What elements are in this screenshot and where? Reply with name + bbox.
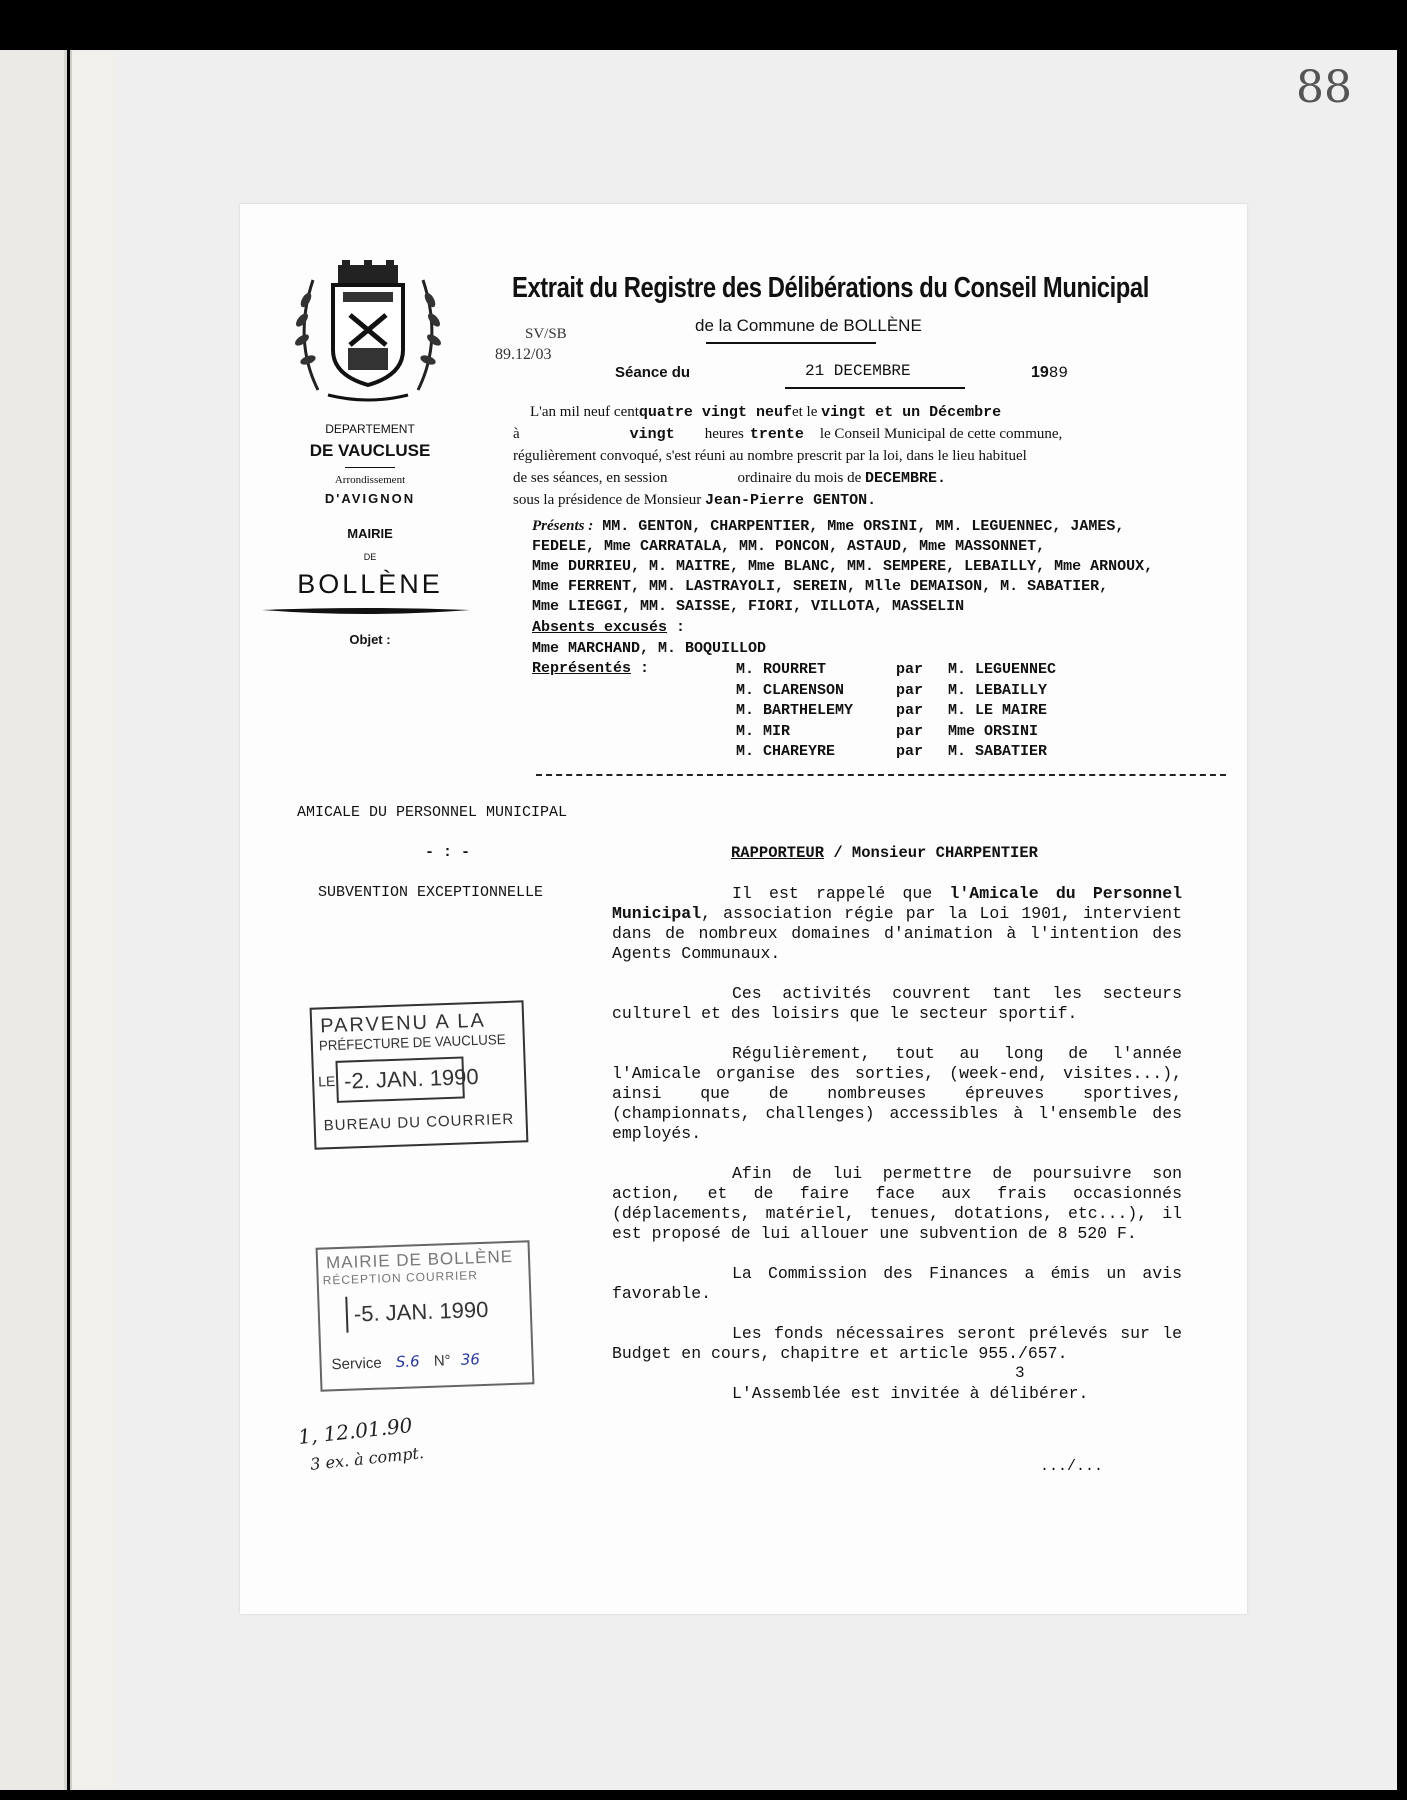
presents-line-5: Mme LIEGGI, MM. SAISSE, FIORI, VILLOTA, MASSELIN bbox=[532, 598, 965, 615]
preamble-line-1: L'an mil neuf centquatre vingt neufet le vingt et un Décembre bbox=[530, 404, 1002, 421]
stamp-date: -2. JAN. 1990 bbox=[335, 1056, 464, 1102]
divider bbox=[785, 387, 965, 389]
folio-number: 88 bbox=[1296, 62, 1352, 113]
presents-line-4: Mme FERRENT, MM. LASTRAYOLI, SEREIN, Mlle DEMAISON, M. SABATIER, bbox=[532, 578, 1109, 595]
preamble-line-2: à vingt heures trente le Conseil Municipal de cette commune, bbox=[513, 426, 1063, 443]
arr-name: D'AVIGNON bbox=[324, 491, 416, 506]
seance-year: 1989 bbox=[1031, 364, 1068, 382]
objet-line-1: AMICALE DU PERSONNEL MUNICIPAL bbox=[297, 804, 568, 821]
body-paragraph-2: Ces activités couvrent tant les secteurs culturel et des loisirs que le secteur sportif. bbox=[612, 984, 1182, 1023]
presents-line-2: FEDELE, Mme CARRATALA, MM. PONCON, ASTAUD, Mme MASSONNET, bbox=[532, 538, 1046, 555]
body-paragraph-1: Il est rappelé que l'Amicale du Personnel Municipal, association régie par la Loi 1901, intervient dans de nombreux domaines d'animation à l'intention des Agents Communaux. bbox=[612, 884, 1182, 963]
document-subtitle: de la Commune de BOLLÈNE bbox=[695, 316, 922, 335]
register-page bbox=[118, 50, 1397, 1790]
representes-row: M. CLARENSON par M. LEBAILLY bbox=[736, 681, 1048, 699]
mairie-label: MAIRIE bbox=[347, 526, 393, 541]
divider bbox=[706, 342, 876, 344]
stamp-line-2: RÉCEPTION COURRIER bbox=[322, 1268, 479, 1288]
preamble-line-4: de ses séances, en session ordinaire du mois de DECEMBRE. bbox=[513, 470, 947, 487]
objet-line-2: SUBVENTION EXCEPTIONNELLE bbox=[318, 884, 544, 901]
representes-table bbox=[736, 660, 1056, 763]
preamble-line-3: régulièrement convoqué, s'est réuni au nombre prescrit par la loi, dans le lieu habituel bbox=[513, 448, 1027, 464]
continuation-mark: .../... bbox=[1040, 1458, 1104, 1475]
representes-row: M. MIR par Mme ORSINI bbox=[736, 722, 1039, 740]
stamp-line-1: PARVENU A LA bbox=[319, 1009, 487, 1038]
deliberation-sheet bbox=[240, 204, 1247, 1614]
objet-separator: - : - bbox=[425, 844, 471, 861]
page-note: 3 bbox=[1015, 1364, 1025, 1382]
mairie-stamp bbox=[316, 1240, 535, 1391]
body-paragraph-3: Régulièrement, tout au long de l'année l'Amicale organise des sorties, (week-end, visites...), ainsi que de nombreuses épreuves sportives, (championnats, challenges) accessibles à l'ensemble des employés. bbox=[612, 1044, 1182, 1143]
commune-name: BOLLÈNE bbox=[297, 569, 443, 599]
divider bbox=[345, 467, 395, 468]
separator-line bbox=[536, 774, 1226, 776]
body-paragraph-4: Afin de lui permettre de poursuivre son action, et de faire face aux frais occasionnés (déplacements, matériel, tenues, dotations, etc...), il est proposé de lui allouer une subvention de 8 520 F. bbox=[612, 1164, 1182, 1243]
body-paragraph-5: La Commission des Finances a émis un avis favorable. bbox=[612, 1264, 1182, 1303]
binder-spine bbox=[70, 50, 124, 1790]
stamp-service: Service S.6 N° 36 bbox=[331, 1350, 481, 1374]
preamble-line-5: sous la présidence de Monsieur Jean-Pierre GENTON. bbox=[513, 492, 877, 509]
stamp-line-1: MAIRIE DE BOLLÈNE bbox=[325, 1246, 514, 1273]
presents-line-1: Présents : MM. GENTON, CHARPENTIER, Mme ORSINI, MM. LEGUENNEC, JAMES, bbox=[532, 518, 1125, 535]
de-label: DE bbox=[363, 552, 377, 562]
representes-label: Représentés : bbox=[532, 660, 650, 677]
stamp-line-3: BUREAU DU COURRIER bbox=[323, 1110, 515, 1135]
prefecture-stamp bbox=[310, 1000, 529, 1149]
stamp-le: LE bbox=[317, 1072, 336, 1090]
representes-row: M. ROURRET par M. LEGUENNEC bbox=[736, 661, 1057, 678]
ornament-divider bbox=[260, 604, 472, 616]
reference-code: SV/SB bbox=[525, 326, 567, 342]
absents-names: Mme MARCHAND, M. BOQUILLOD bbox=[532, 640, 767, 657]
seance-date: 21 DECEMBRE bbox=[805, 362, 911, 380]
absents-label: Absents excusés : bbox=[532, 619, 686, 636]
stamp-date: -5. JAN. 1990 bbox=[345, 1291, 504, 1332]
reference-number: 89.12/03 bbox=[495, 346, 552, 363]
seance-label: Séance du bbox=[615, 364, 691, 381]
document-title: Extrait du Registre des Délibérations du Conseil Municipal bbox=[512, 272, 1149, 304]
body-paragraph-6: Les fonds nécessaires seront prélevés sur le Budget en cours, chapitre et article 955./657. bbox=[612, 1324, 1182, 1363]
binder-edge bbox=[0, 50, 67, 1790]
body-paragraph-7: L'Assemblée est invitée à délibérer. bbox=[732, 1384, 1089, 1403]
coat-of-arms-icon bbox=[288, 260, 448, 405]
handwritten-note-line-1: 1, 12.01.90 bbox=[297, 1413, 414, 1449]
presents-line-3: Mme DURRIEU, M. MAITRE, Mme BLANC, MM. SEMPERE, LEBAILLY, Mme ARNOUX, bbox=[532, 558, 1154, 575]
dept-name: DE VAUCLUSE bbox=[309, 441, 431, 460]
handwritten-note-line-2: 3 ex. à compt. bbox=[309, 1443, 425, 1474]
representes-row: M. CHAREYRE par M. SABATIER bbox=[736, 743, 1048, 760]
representes-row: M. BARTHELEMY par M. LE MAIRE bbox=[736, 702, 1048, 719]
objet-label: Objet : bbox=[349, 632, 391, 647]
stamp-line-2: PRÉFECTURE DE VAUCLUSE bbox=[318, 1030, 506, 1054]
dept-label: DEPARTEMENT bbox=[325, 422, 415, 436]
arr-label: Arrondissement bbox=[334, 474, 406, 486]
rapporteur-line: RAPPORTEUR / Monsieur CHARPENTIER bbox=[731, 844, 1038, 862]
